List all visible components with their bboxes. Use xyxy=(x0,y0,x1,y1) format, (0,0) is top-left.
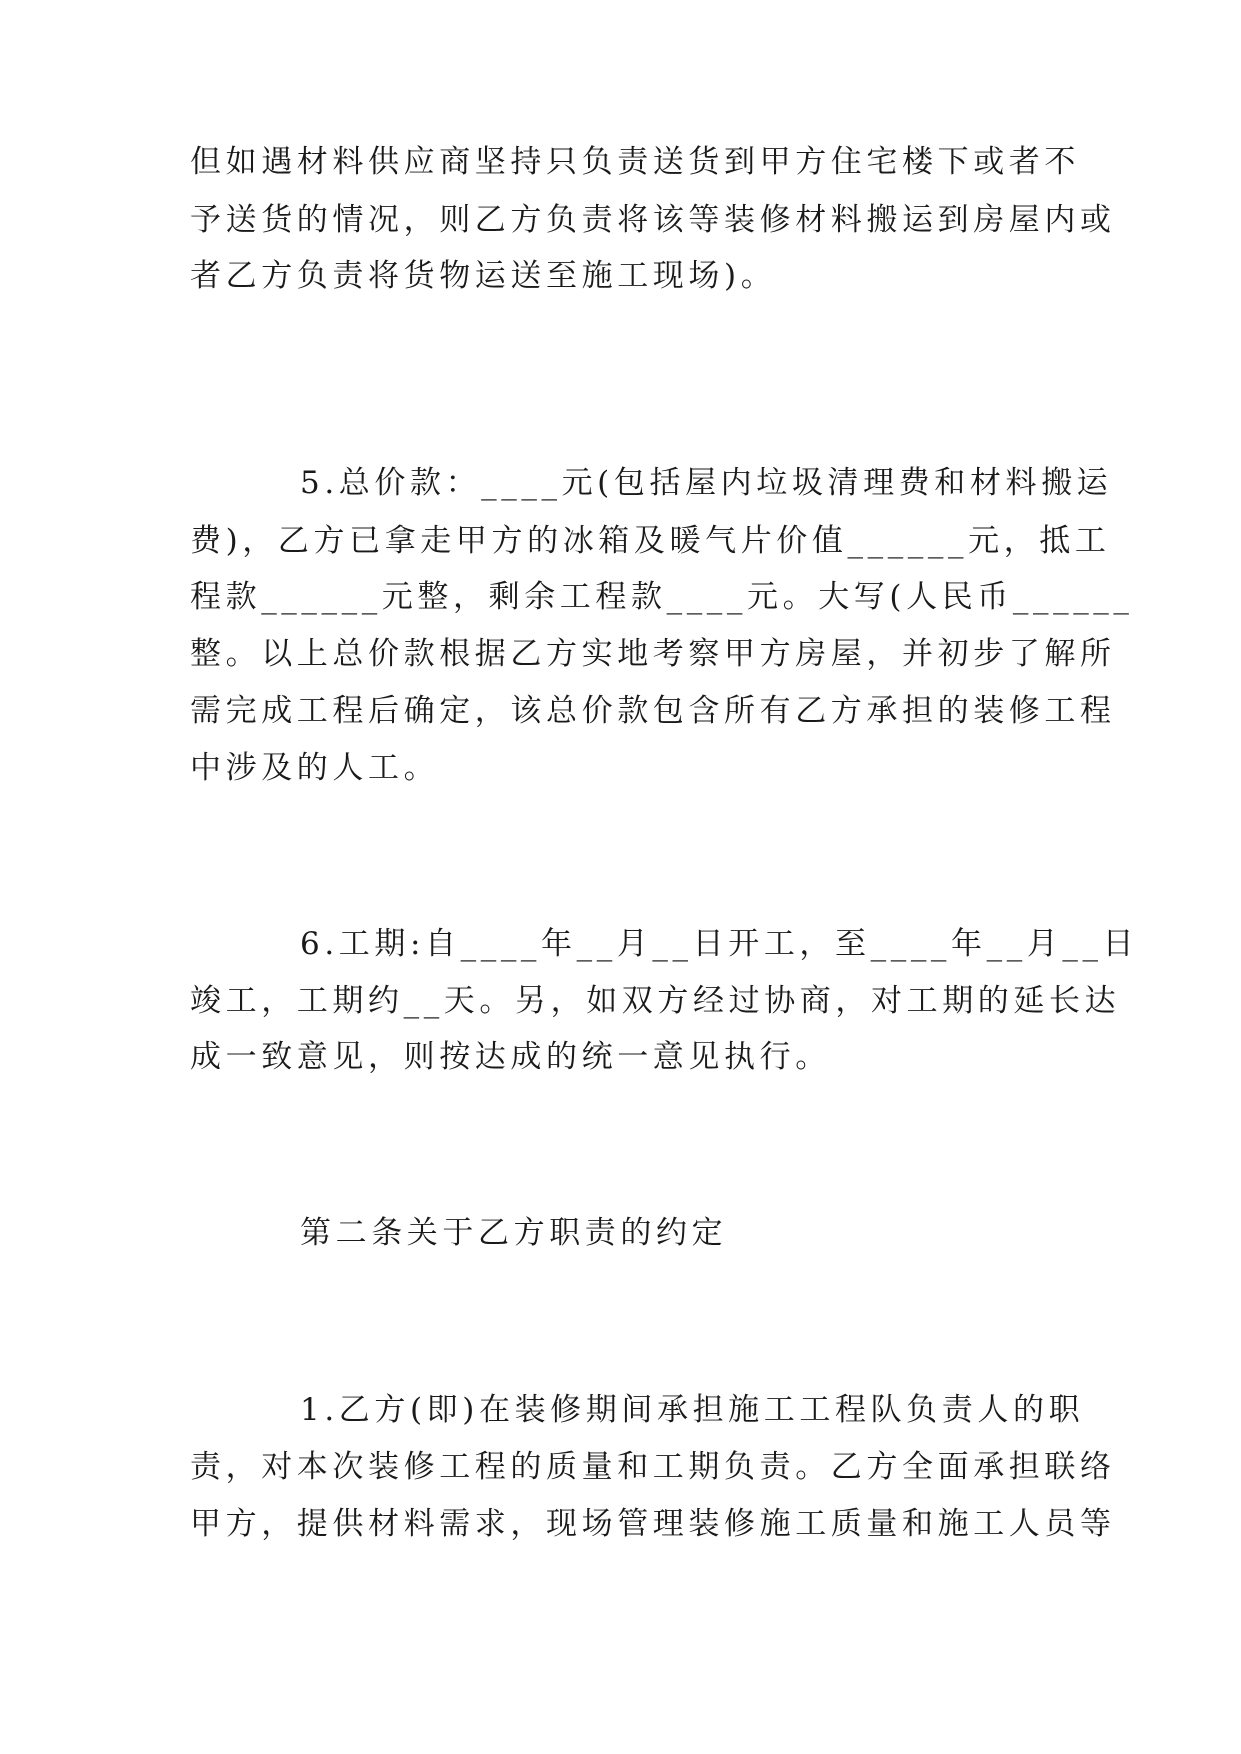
clause-6-line: 竣工，工期约__天。另，如双方经过协商，对工期的延长达 xyxy=(190,983,1121,1019)
clause-5-line: 5.总价款：____元(包括屋内垃圾清理费和材料搬运 xyxy=(300,465,1113,501)
section-2-clause-1-line: 责，对本次装修工程的质量和工期负责。乙方全面承担联络 xyxy=(190,1449,1116,1485)
paragraph-line: 予送货的情况，则乙方负责将该等装修材料搬运到房屋内或 xyxy=(190,202,1116,238)
clause-5-line: 需完成工程后确定，该总价款包含所有乙方承担的装修工程 xyxy=(190,693,1116,729)
section-heading: 第二条关于乙方职责的约定 xyxy=(300,1215,728,1251)
clause-6-line: 成一致意见，则按达成的统一意见执行。 xyxy=(190,1039,831,1075)
clause-5-line: 程款______元整，剩余工程款____元。大写(人民币______ xyxy=(190,579,1134,615)
clause-5-line: 中涉及的人工。 xyxy=(190,750,440,786)
section-2-clause-1-line: 1.乙方(即)在装修期间承担施工工程队负责人的职 xyxy=(300,1392,1085,1428)
section-2-clause-1-line: 甲方，提供材料需求，现场管理装修施工质量和施工人员等 xyxy=(190,1506,1116,1542)
clause-5-line: 整。以上总价款根据乙方实地考察甲方房屋，并初步了解所 xyxy=(190,636,1116,672)
paragraph-line: 者乙方负责将货物运送至施工现场)。 xyxy=(190,258,777,294)
clause-5-line: 费)，乙方已拿走甲方的冰箱及暖气片价值______元，抵工 xyxy=(190,523,1111,559)
clause-6-line: 6.工期:自____年__月__日开工，至____年__月__日 xyxy=(300,926,1139,962)
paragraph-line: 但如遇材料供应商坚持只负责送货到甲方住宅楼下或者不 xyxy=(190,144,1080,180)
